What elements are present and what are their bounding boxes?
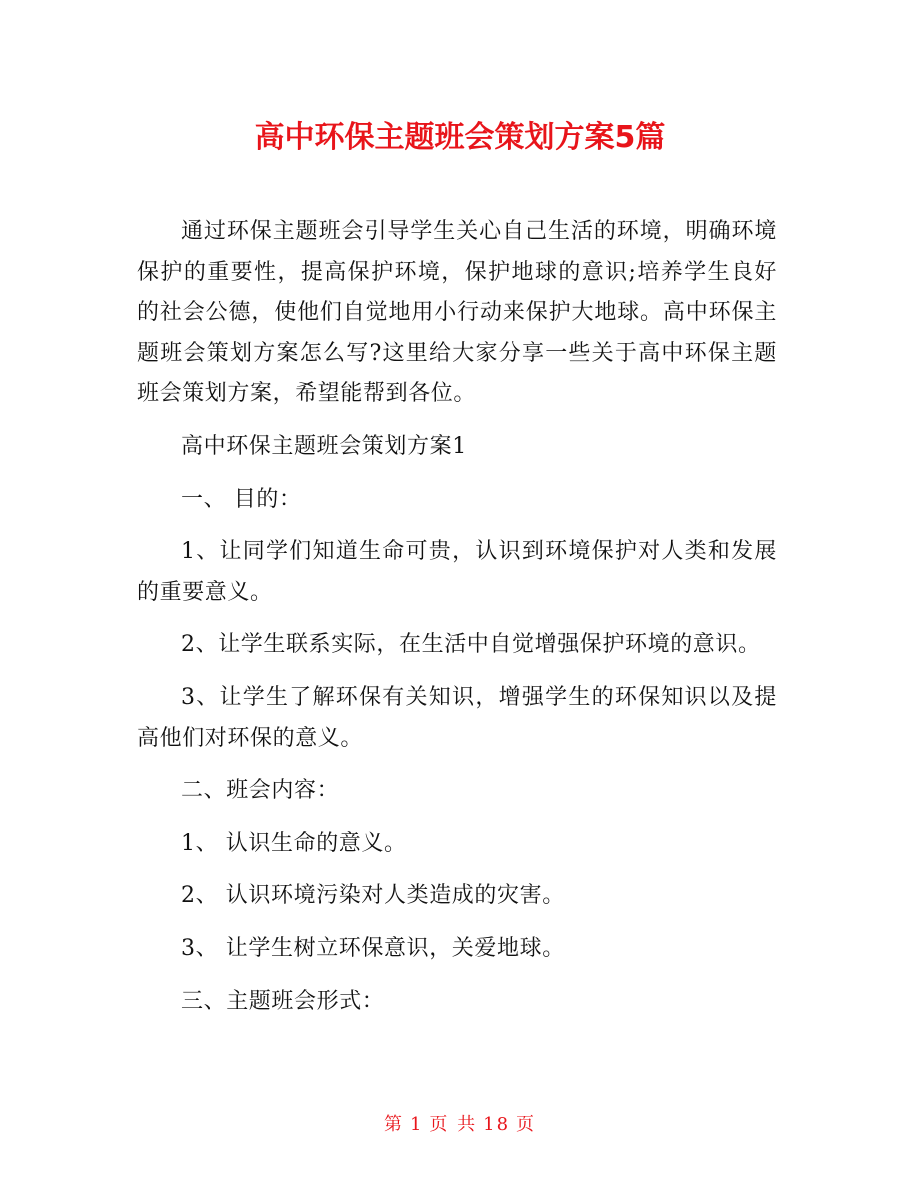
content-item-2: 2、 认识环境污染对人类造成的灾害。 [181, 883, 565, 909]
footer-suffix: 页 [516, 1114, 537, 1135]
section-heading-content: 二、班会内容： [181, 778, 340, 804]
content-item-1: 1、 认识生命的意义。 [181, 830, 407, 856]
page-footer [0, 1112, 920, 1138]
section-heading-purpose: 一、 目的： [181, 486, 302, 512]
document-body [137, 212, 777, 1022]
footer-page-number: 1 [409, 1114, 424, 1135]
content-item-3: 3、 让学生树立环保意识，关爱地球。 [181, 935, 565, 961]
footer-prefix: 第 [383, 1114, 404, 1135]
purpose-item-1: 1、让同学们知道生命可贵，认识到环境保护对人类和发展的重要意义。 [137, 539, 777, 605]
plan-heading: 高中环保主题班会策划方案1 [181, 433, 467, 459]
purpose-item-3: 3、让学生了解环保有关知识，增强学生的环保知识以及提高他们对环保的意义。 [137, 684, 777, 751]
footer-middle: 页 共 [429, 1114, 478, 1135]
footer-total-pages: 18 [483, 1114, 511, 1135]
document-title: 高中环保主题班会策划方案5篇 [254, 120, 666, 155]
purpose-item-2: 2、让学生联系实际，在生活中自觉增强保护环境的意识。 [181, 632, 761, 658]
section-heading-format: 三、主题班会形式： [181, 988, 385, 1014]
intro-paragraph: 通过环保主题班会引导学生关心自己生活的环境，明确环境保护的重要性，提高保护环境，保护地球的意识;培养学生良好的社会公德，使他们自觉地用小行动来保护大地球。高中环保主题班会策划方案怎么写?这里给大家分享一些关于高中环保主题班会策划方案，希望能帮到各位。 [137, 219, 777, 407]
